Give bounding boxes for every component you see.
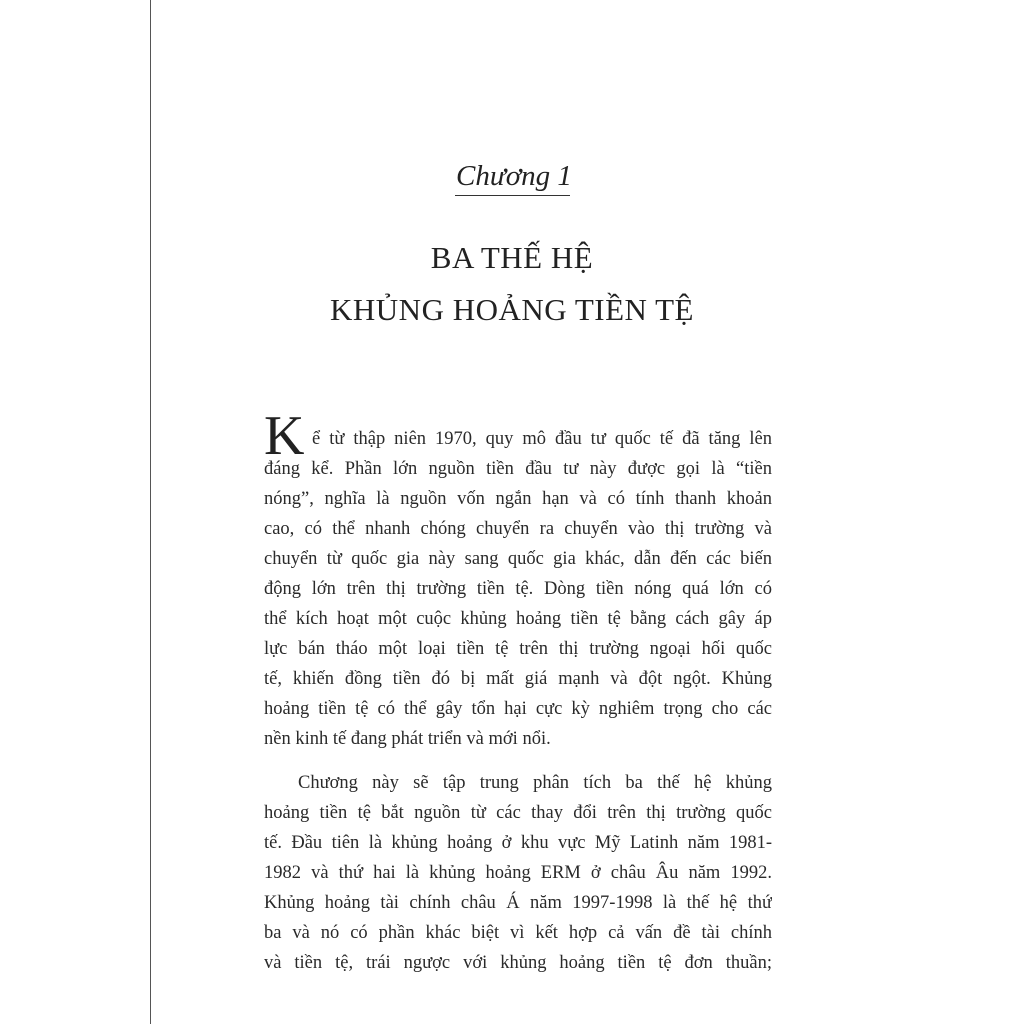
chapter-label: Chương 1 <box>456 160 572 192</box>
text-line: chuyển từ quốc gia này sang quốc gia khác, dẫn đến các biến <box>264 549 772 569</box>
chapter-underline <box>455 195 570 196</box>
text-line: tế, khiến đồng tiền đó bị mất giá mạnh và đột ngột. Khủng <box>264 669 772 689</box>
paragraph-gap <box>264 754 772 768</box>
text-line: thể kích hoạt một cuộc khủng hoảng tiền tệ bằng cách gây áp <box>264 609 772 629</box>
chapter-title-line-2: KHỦNG HOẢNG TIỀN TỆ <box>330 292 694 327</box>
page-edge-line <box>150 0 151 1024</box>
text-line: ể từ thập niên 1970, quy mô đầu tư quốc tế đã tăng lên <box>312 429 772 449</box>
text-line: nền kinh tế đang phát triển và mới nổi. <box>264 729 551 749</box>
text-line: động lớn trên thị trường tiền tệ. Dòng tiền nóng quá lớn có <box>264 579 772 599</box>
chapter-title <box>260 232 764 336</box>
text-line: 1982 và thứ hai là khủng hoảng ERM ở châu Âu năm 1992. <box>264 863 772 883</box>
text-line: và tiền tệ, trái ngược với khủng hoảng tiền tệ đơn thuần; <box>264 953 772 973</box>
drop-cap: K <box>264 405 305 467</box>
text-line: ba và nó có phần khác biệt vì kết hợp cả vấn đề tài chính <box>264 923 772 943</box>
body-text <box>264 405 772 978</box>
text-line: cao, có thể nhanh chóng chuyển ra chuyển vào thị trường và <box>264 519 772 539</box>
text-line: Chương này sẽ tập trung phân tích ba thế hệ khủng <box>298 773 772 793</box>
text-line: tế. Đầu tiên là khủng hoảng ở khu vực Mỹ Latinh năm 1981- <box>264 833 772 853</box>
text-line: hoảng tiền tệ bắt nguồn từ các thay đổi trên thị trường quốc <box>264 803 772 823</box>
text-line: lực bán tháo một loại tiền tệ trên thị trường ngoại hối quốc <box>264 639 772 659</box>
chapter-title-line-1: BA THẾ HỆ <box>430 240 594 275</box>
paragraph-1 <box>264 424 772 754</box>
text-line: hoảng tiền tệ có thể gây tổn hại cực kỳ nghiêm trọng cho các <box>264 699 772 719</box>
text-line: đáng kể. Phần lớn nguồn tiền đầu tư này được gọi là “tiền <box>264 459 772 479</box>
paragraph-2 <box>264 768 772 978</box>
text-line: Khủng hoảng tài chính châu Á năm 1997-1998 là thế hệ thứ <box>264 893 772 913</box>
text-line: nóng”, nghĩa là nguồn vốn ngắn hạn và có tính thanh khoản <box>264 489 772 509</box>
